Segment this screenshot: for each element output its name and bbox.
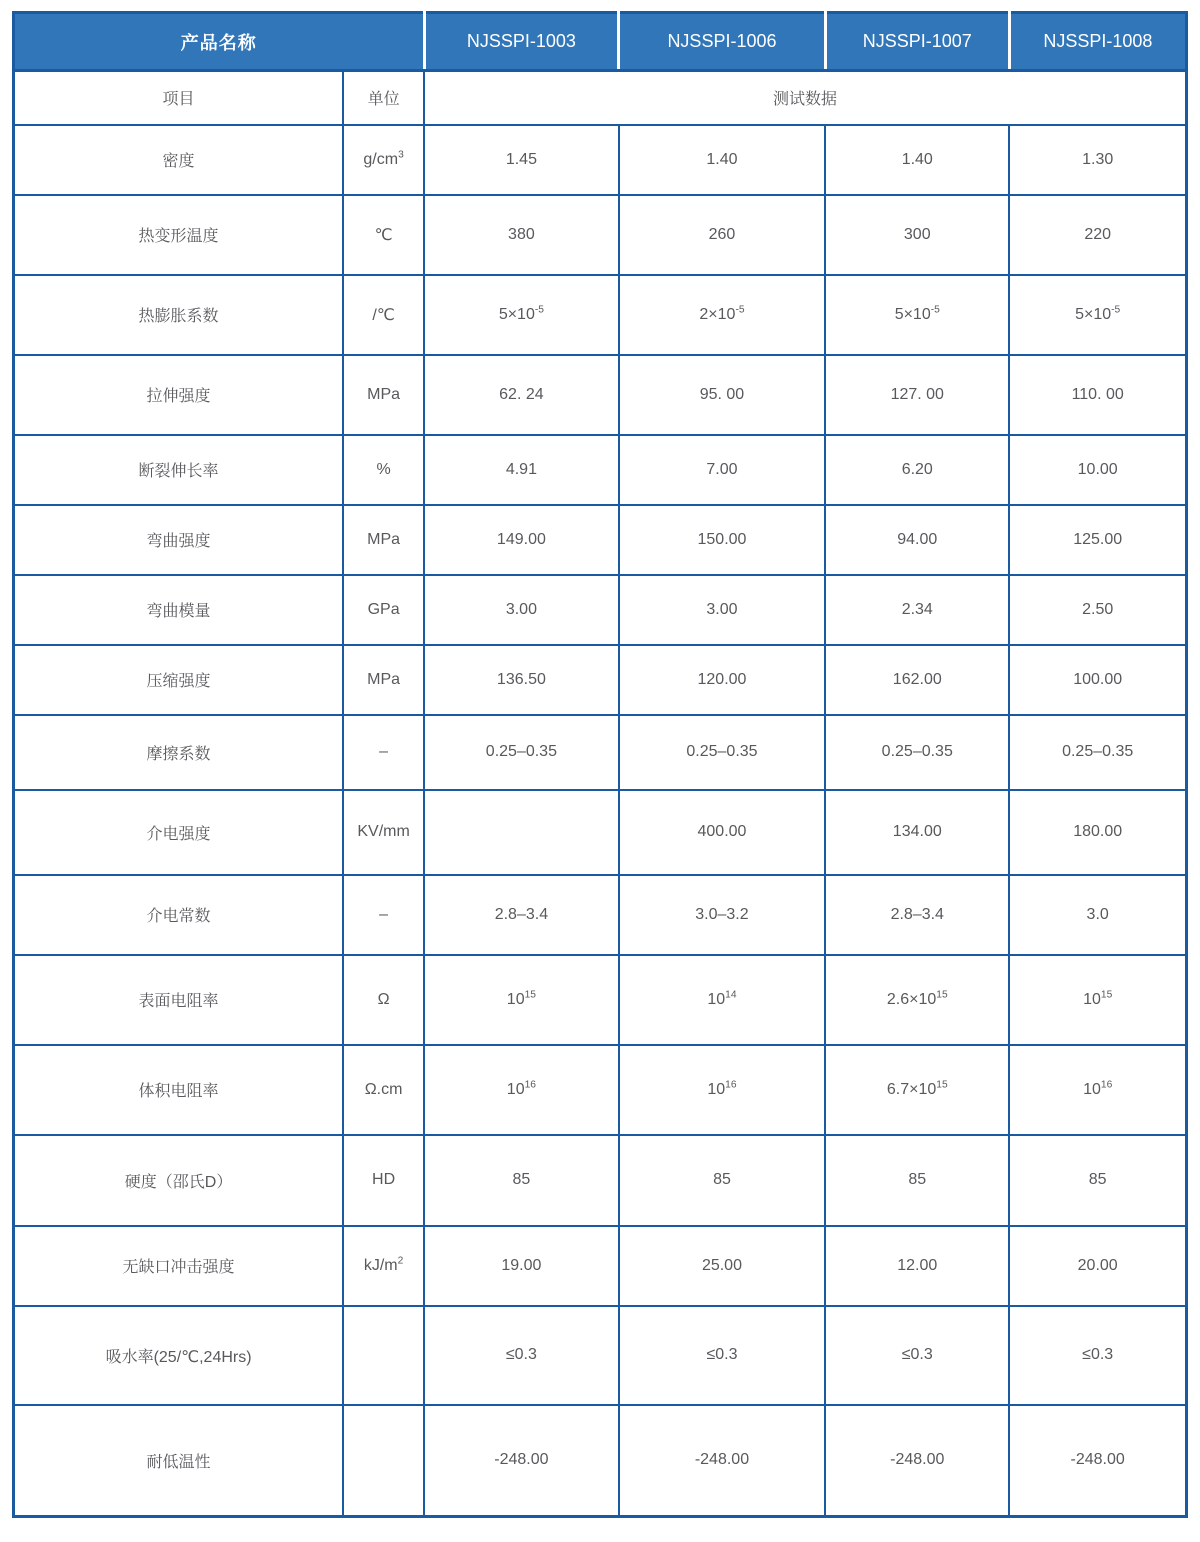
unit-label: –	[343, 875, 424, 955]
unit-label: $kJ/m^2$	[343, 1226, 424, 1306]
unit-column-label: 单位	[343, 71, 424, 125]
value-cell: $6.7\times 10^{15}$	[825, 1045, 1009, 1135]
value-cell: $10^{15}$	[424, 955, 619, 1045]
value-cell: ≤0.3	[424, 1306, 619, 1405]
value-cell: 0.25–0.35	[424, 715, 619, 790]
value-cell: $5\times 10^{-5}$	[424, 275, 619, 355]
value-cell: $2\times 10^{-5}$	[619, 275, 825, 355]
value-cell: 100.00	[1009, 645, 1186, 715]
value-cell: 162.00	[825, 645, 1009, 715]
table-row	[14, 505, 1187, 575]
value-cell: ≤0.3	[619, 1306, 825, 1405]
value-cell: 10.00	[1009, 435, 1186, 505]
item-label: 密度	[14, 125, 344, 195]
value-cell: $10^{16}$	[424, 1045, 619, 1135]
value-cell: 7.00	[619, 435, 825, 505]
value-cell: 85	[1009, 1135, 1186, 1226]
value-cell: 260	[619, 195, 825, 275]
value-cell: 125.00	[1009, 505, 1186, 575]
value-cell: 3.0	[1009, 875, 1186, 955]
item-label: 弯曲强度	[14, 505, 344, 575]
unit-label: Ω	[343, 955, 424, 1045]
unit-label: $g/cm^3$	[343, 125, 424, 195]
item-label: 无缺口冲击强度	[14, 1226, 344, 1306]
table-row	[14, 645, 1187, 715]
item-label: 体积电阻率	[14, 1045, 344, 1135]
table-row	[14, 1226, 1187, 1306]
table-row	[14, 1306, 1187, 1405]
value-cell: -248.00	[825, 1405, 1009, 1517]
product-column-header: NJSSPI-1008	[1009, 13, 1186, 71]
value-cell: $10^{16}$	[619, 1045, 825, 1135]
value-cell: 3.00	[424, 575, 619, 645]
item-label: 硬度（邵氏D）	[14, 1135, 344, 1226]
value-cell: 20.00	[1009, 1226, 1186, 1306]
item-label: 介电常数	[14, 875, 344, 955]
value-cell: 149.00	[424, 505, 619, 575]
value-cell: 94.00	[825, 505, 1009, 575]
item-label: 表面电阻率	[14, 955, 344, 1045]
value-cell: 220	[1009, 195, 1186, 275]
value-cell: 25.00	[619, 1226, 825, 1306]
value-cell: 1.40	[619, 125, 825, 195]
item-label: 热膨胀系数	[14, 275, 344, 355]
value-cell: 85	[424, 1135, 619, 1226]
unit-label: MPa	[343, 645, 424, 715]
item-label: 弯曲模量	[14, 575, 344, 645]
table-row	[14, 875, 1187, 955]
unit-label: GPa	[343, 575, 424, 645]
table-row	[14, 125, 1187, 195]
unit-label: –	[343, 715, 424, 790]
item-label: 耐低温性	[14, 1405, 344, 1517]
value-cell: 0.25–0.35	[1009, 715, 1186, 790]
product-column-header: NJSSPI-1006	[619, 13, 825, 71]
value-cell: $10^{15}$	[1009, 955, 1186, 1045]
value-cell: 12.00	[825, 1226, 1009, 1306]
unit-label: HD	[343, 1135, 424, 1226]
unit-label: MPa	[343, 355, 424, 435]
product-column-header: NJSSPI-1007	[825, 13, 1009, 71]
value-cell: 180.00	[1009, 790, 1186, 875]
item-column-label: 项目	[14, 71, 344, 125]
value-cell: 19.00	[424, 1226, 619, 1306]
value-cell: $5\times 10^{-5}$	[1009, 275, 1186, 355]
test-data-label: 测试数据	[424, 71, 1186, 125]
unit-label: /℃	[343, 275, 424, 355]
value-cell: 0.25–0.35	[825, 715, 1009, 790]
value-cell: 150.00	[619, 505, 825, 575]
unit-label	[343, 1306, 424, 1405]
table-row	[14, 355, 1187, 435]
unit-label: %	[343, 435, 424, 505]
item-label: 吸水率(25/℃,24Hrs)	[14, 1306, 344, 1405]
value-cell: $5\times 10^{-5}$	[825, 275, 1009, 355]
value-cell: 400.00	[619, 790, 825, 875]
value-cell: 134.00	[825, 790, 1009, 875]
value-cell: ≤0.3	[1009, 1306, 1186, 1405]
value-cell: 1.45	[424, 125, 619, 195]
value-cell: 120.00	[619, 645, 825, 715]
value-cell: 3.00	[619, 575, 825, 645]
value-cell: 0.25–0.35	[619, 715, 825, 790]
table-row	[14, 435, 1187, 505]
item-label: 拉伸强度	[14, 355, 344, 435]
table-body	[14, 125, 1187, 1517]
item-label: 摩擦系数	[14, 715, 344, 790]
value-cell: 2.8–3.4	[424, 875, 619, 955]
unit-label	[343, 1405, 424, 1517]
value-cell: -248.00	[424, 1405, 619, 1517]
value-cell: 95. 00	[619, 355, 825, 435]
unit-label: ℃	[343, 195, 424, 275]
table-row	[14, 715, 1187, 790]
value-cell: 2.34	[825, 575, 1009, 645]
value-cell: 136.50	[424, 645, 619, 715]
value-cell: 300	[825, 195, 1009, 275]
value-cell: 2.50	[1009, 575, 1186, 645]
table-row	[14, 1045, 1187, 1135]
value-cell: 110. 00	[1009, 355, 1186, 435]
value-cell: -248.00	[619, 1405, 825, 1517]
item-label: 热变形温度	[14, 195, 344, 275]
value-cell: 6.20	[825, 435, 1009, 505]
value-cell: 1.30	[1009, 125, 1186, 195]
unit-label: MPa	[343, 505, 424, 575]
value-cell: 85	[825, 1135, 1009, 1226]
value-cell: 2.8–3.4	[825, 875, 1009, 955]
item-label: 断裂伸长率	[14, 435, 344, 505]
table-row	[14, 1135, 1187, 1226]
subheader-row	[14, 71, 1187, 125]
item-label: 介电强度	[14, 790, 344, 875]
table-row	[14, 955, 1187, 1045]
table-row	[14, 1405, 1187, 1517]
value-cell: 3.0–3.2	[619, 875, 825, 955]
item-label: 压缩强度	[14, 645, 344, 715]
table-row	[14, 195, 1187, 275]
value-cell: 85	[619, 1135, 825, 1226]
value-cell: $2.6\times 10^{15}$	[825, 955, 1009, 1045]
value-cell: 127. 00	[825, 355, 1009, 435]
product-name-header: 产品名称	[14, 13, 425, 71]
value-cell: 1.40	[825, 125, 1009, 195]
table-row	[14, 275, 1187, 355]
product-spec-table	[12, 11, 1188, 1518]
value-cell: ≤0.3	[825, 1306, 1009, 1405]
unit-label: KV/mm	[343, 790, 424, 875]
value-cell: 380	[424, 195, 619, 275]
value-cell	[424, 790, 619, 875]
table-row	[14, 790, 1187, 875]
value-cell: 62. 24	[424, 355, 619, 435]
table-row	[14, 575, 1187, 645]
value-cell: $10^{14}$	[619, 955, 825, 1045]
product-column-header: NJSSPI-1003	[424, 13, 619, 71]
product-header-row	[14, 13, 1187, 71]
value-cell: $10^{16}$	[1009, 1045, 1186, 1135]
unit-label: Ω.cm	[343, 1045, 424, 1135]
value-cell: -248.00	[1009, 1405, 1186, 1517]
value-cell: 4.91	[424, 435, 619, 505]
